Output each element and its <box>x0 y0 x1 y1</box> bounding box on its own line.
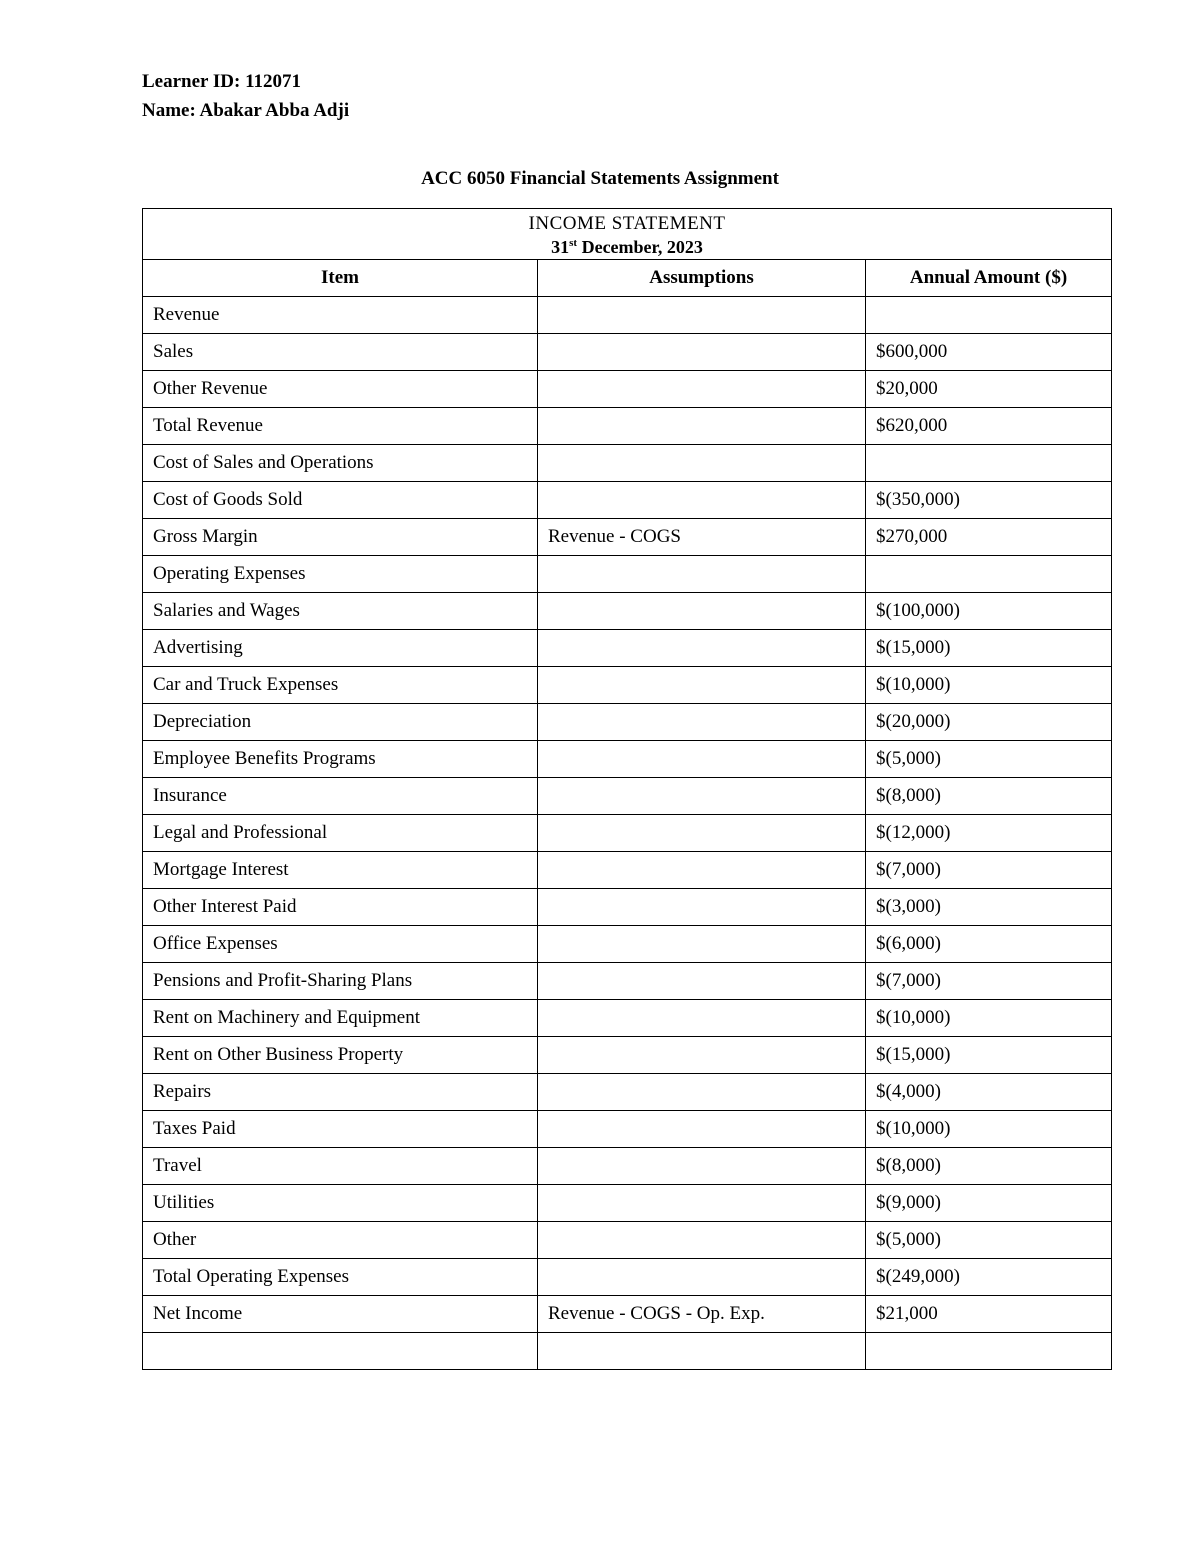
item-cell: Car and Truck Expenses <box>143 667 538 704</box>
assumption-cell <box>538 408 866 445</box>
amount-cell: $(9,000) <box>866 1185 1112 1222</box>
amount-cell: $(7,000) <box>866 963 1112 1000</box>
statement-date <box>153 236 1101 258</box>
table-row <box>143 741 1112 778</box>
item-cell: Advertising <box>143 630 538 667</box>
assumption-cell <box>538 778 866 815</box>
assumption-cell <box>538 852 866 889</box>
amount-cell <box>866 445 1112 482</box>
table-row <box>143 519 1112 556</box>
assumption-cell <box>538 556 866 593</box>
item-cell: Total Operating Expenses <box>143 1259 538 1296</box>
column-header-assumptions: Assumptions <box>538 260 866 297</box>
table-row <box>143 1185 1112 1222</box>
item-cell: Travel <box>143 1148 538 1185</box>
table-row <box>143 1296 1112 1333</box>
amount-cell: $(8,000) <box>866 1148 1112 1185</box>
amount-cell: $(12,000) <box>866 815 1112 852</box>
assumption-cell <box>538 1259 866 1296</box>
assumption-cell <box>538 667 866 704</box>
assumption-cell <box>538 482 866 519</box>
amount-cell: $(10,000) <box>866 667 1112 704</box>
assumption-cell <box>538 1074 866 1111</box>
assumption-cell <box>538 704 866 741</box>
amount-cell: $620,000 <box>866 408 1112 445</box>
table-row <box>143 963 1112 1000</box>
assumption-cell <box>538 593 866 630</box>
item-cell: Rent on Machinery and Equipment <box>143 1000 538 1037</box>
learner-name: Name: Abakar Abba Adji <box>142 100 350 121</box>
table-row <box>143 408 1112 445</box>
table-row <box>143 593 1112 630</box>
table-row <box>143 667 1112 704</box>
amount-cell: $270,000 <box>866 519 1112 556</box>
table-row <box>143 371 1112 408</box>
learner-id: Learner ID: 112071 <box>142 71 302 92</box>
item-cell: Depreciation <box>143 704 538 741</box>
table-row <box>143 815 1112 852</box>
item-cell: Operating Expenses <box>143 556 538 593</box>
amount-cell: $(249,000) <box>866 1259 1112 1296</box>
item-cell: Pensions and Profit-Sharing Plans <box>143 963 538 1000</box>
item-cell: Cost of Sales and Operations <box>143 445 538 482</box>
column-header-item: Item <box>143 260 538 297</box>
table-row <box>143 926 1112 963</box>
item-cell: Legal and Professional <box>143 815 538 852</box>
amount-cell: $(10,000) <box>866 1000 1112 1037</box>
table-row <box>143 334 1112 371</box>
assumption-cell: Revenue - COGS <box>538 519 866 556</box>
item-cell: Utilities <box>143 1185 538 1222</box>
amount-cell: $(15,000) <box>866 1037 1112 1074</box>
amount-cell: $(20,000) <box>866 704 1112 741</box>
table-row <box>143 1111 1112 1148</box>
amount-cell: $(100,000) <box>866 593 1112 630</box>
table-row <box>143 1259 1112 1296</box>
item-cell <box>143 1333 538 1370</box>
table-row <box>143 1148 1112 1185</box>
amount-cell: $(5,000) <box>866 1222 1112 1259</box>
assumption-cell <box>538 1111 866 1148</box>
statement-title: INCOME STATEMENT <box>528 213 726 234</box>
amount-cell: $(350,000) <box>866 482 1112 519</box>
amount-cell: $21,000 <box>866 1296 1112 1333</box>
table-row <box>143 1037 1112 1074</box>
item-cell: Cost of Goods Sold <box>143 482 538 519</box>
amount-cell <box>866 297 1112 334</box>
table-row <box>143 445 1112 482</box>
assumption-cell <box>538 926 866 963</box>
item-cell: Office Expenses <box>143 926 538 963</box>
amount-cell: $(4,000) <box>866 1074 1112 1111</box>
table-row <box>143 1333 1112 1370</box>
item-cell: Insurance <box>143 778 538 815</box>
item-cell: Gross Margin <box>143 519 538 556</box>
table-row <box>143 852 1112 889</box>
assumption-cell <box>538 889 866 926</box>
assumption-cell <box>538 297 866 334</box>
table-row <box>143 704 1112 741</box>
table-row <box>143 482 1112 519</box>
item-cell: Rent on Other Business Property <box>143 1037 538 1074</box>
item-cell: Salaries and Wages <box>143 593 538 630</box>
table-row <box>143 556 1112 593</box>
table-row <box>143 889 1112 926</box>
assumption-cell <box>538 963 866 1000</box>
item-cell: Taxes Paid <box>143 1111 538 1148</box>
assumption-cell <box>538 741 866 778</box>
item-cell: Sales <box>143 334 538 371</box>
statement-date-suffix: st <box>569 237 578 249</box>
document-title: ACC 6050 Financial Statements Assignment <box>421 168 779 189</box>
assumption-cell <box>538 815 866 852</box>
statement-date-day: 31 <box>551 237 570 257</box>
statement-body <box>143 297 1112 1370</box>
assumption-cell <box>538 1000 866 1037</box>
amount-cell <box>866 556 1112 593</box>
item-cell: Other Revenue <box>143 371 538 408</box>
assumption-cell <box>538 1222 866 1259</box>
assumption-cell <box>538 1185 866 1222</box>
item-cell: Revenue <box>143 297 538 334</box>
assumption-cell: Revenue - COGS - Op. Exp. <box>538 1296 866 1333</box>
item-cell: Repairs <box>143 1074 538 1111</box>
statement-banner-row <box>143 209 1112 260</box>
assumption-cell <box>538 371 866 408</box>
item-cell: Mortgage Interest <box>143 852 538 889</box>
amount-cell: $(15,000) <box>866 630 1112 667</box>
item-cell: Other <box>143 1222 538 1259</box>
amount-cell: $(8,000) <box>866 778 1112 815</box>
income-statement-table <box>142 208 1112 1370</box>
assumption-cell <box>538 1148 866 1185</box>
item-cell: Total Revenue <box>143 408 538 445</box>
table-row <box>143 297 1112 334</box>
table-row <box>143 778 1112 815</box>
amount-cell: $(3,000) <box>866 889 1112 926</box>
amount-cell: $20,000 <box>866 371 1112 408</box>
assumption-cell <box>538 334 866 371</box>
amount-cell: $(6,000) <box>866 926 1112 963</box>
amount-cell: $(7,000) <box>866 852 1112 889</box>
table-row <box>143 1074 1112 1111</box>
amount-cell: $(10,000) <box>866 1111 1112 1148</box>
assumption-cell <box>538 630 866 667</box>
statement-banner <box>143 209 1112 260</box>
item-cell: Other Interest Paid <box>143 889 538 926</box>
amount-cell <box>866 1333 1112 1370</box>
column-header-row <box>143 260 1112 297</box>
table-row <box>143 1222 1112 1259</box>
assumption-cell <box>538 445 866 482</box>
column-header-amount: Annual Amount ($) <box>866 260 1112 297</box>
table-row <box>143 630 1112 667</box>
assumption-cell <box>538 1037 866 1074</box>
statement-date-rest: December, 2023 <box>577 237 703 257</box>
amount-cell: $(5,000) <box>866 741 1112 778</box>
assumption-cell <box>538 1333 866 1370</box>
item-cell: Employee Benefits Programs <box>143 741 538 778</box>
amount-cell: $600,000 <box>866 334 1112 371</box>
item-cell: Net Income <box>143 1296 538 1333</box>
table-row <box>143 1000 1112 1037</box>
